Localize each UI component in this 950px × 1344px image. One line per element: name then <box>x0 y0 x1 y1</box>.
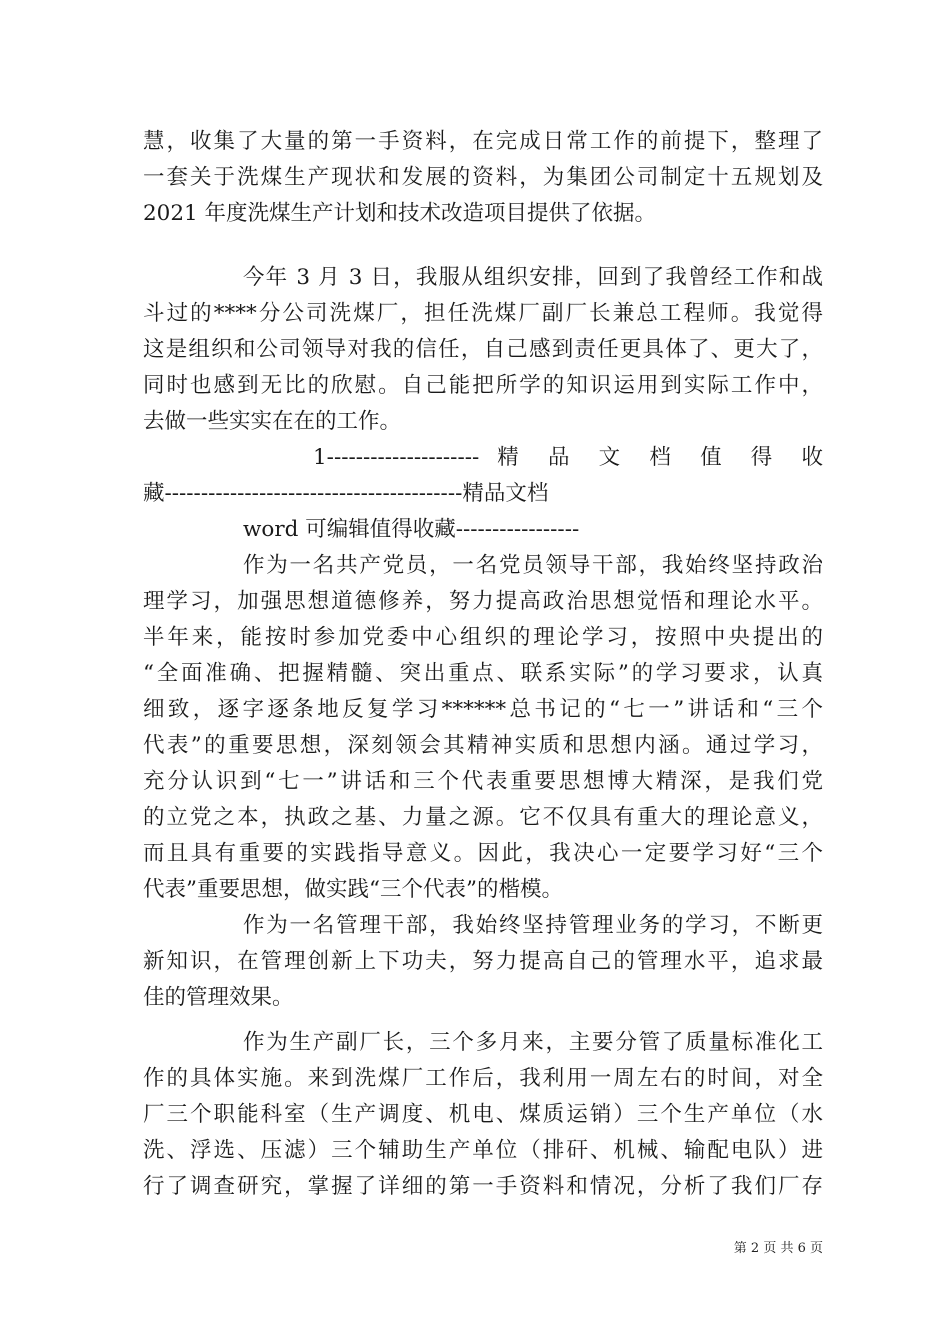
text-line: 行了调查研究，掌握了详细的第一手资料和情况，分析了我们厂存 <box>143 1174 823 1199</box>
text-line: 半年来，能按时参加党委中心组织的理论学习，按照中央提出的 <box>143 625 823 650</box>
text-line: 作的具体实施。来到洗煤厂工作后，我利用一周左右的时间，对全 <box>143 1066 823 1091</box>
text-line: 新知识，在管理创新上下功夫，努力提高自己的管理水平，追求最 <box>143 949 823 974</box>
text-line: “全面准确、把握精髓、突出重点、联系实际”的学习要求，认真 <box>143 661 823 686</box>
paragraph-first-line: 作为一名管理干部，我始终坚持管理业务的学习，不断更 <box>243 913 823 938</box>
watermark-line: word 可编辑值得收藏----------------- <box>243 517 580 542</box>
text-line: 而且具有重要的实践指导意义。因此，我决心一定要学习好“三个 <box>143 841 823 866</box>
paragraph-first-line: 作为生产副厂长，三个多月来，主要分管了质量标准化工 <box>243 1030 823 1055</box>
text-line: 去做一些实实在在的工作。 <box>143 409 402 434</box>
text-line: 2021 年度洗煤生产计划和技术改造项目提供了依据。 <box>143 201 657 226</box>
watermark-line: 1--------------------- 精 品 文 档 值 得 收 <box>313 445 823 470</box>
text-line: 佳的管理效果。 <box>143 985 294 1010</box>
text-line: 细致，逐字逐条地反复学习******总书记的“七一”讲话和“三个 <box>143 697 823 722</box>
text-line: 斗过的****分公司洗煤厂，担任洗煤厂副厂长兼总工程师。我觉得 <box>143 301 823 326</box>
text-line: 充分认识到“七一”讲话和三个代表重要思想博大精深，是我们党 <box>143 769 823 794</box>
text-line: 的立党之本，执政之基、力量之源。它不仅具有重大的理论意义， <box>143 805 823 830</box>
text-line: 同时也感到无比的欣慰。自己能把所学的知识运用到实际工作中， <box>143 373 823 398</box>
text-line: 代表”的重要思想，深刻领会其精神实质和思想内涵。通过学习， <box>143 733 823 758</box>
text-line: 一套关于洗煤生产现状和发展的资料，为集团公司制定十五规划及 <box>143 165 823 190</box>
text-line: 洗、浮选、压滤）三个辅助生产单位（排矸、机械、输配电队）进 <box>143 1138 823 1163</box>
paragraph-first-line: 作为一名共产党员，一名党员领导干部，我始终坚持政治 <box>243 553 823 578</box>
watermark-line: 藏-----------------------------------------精品文档 <box>143 481 549 506</box>
page-footer: 第 2 页 共 6 页 <box>733 1241 823 1256</box>
text-line: 理学习，加强思想道德修养，努力提高政治思想觉悟和理论水平。 <box>143 589 823 614</box>
text-line: 厂三个职能科室（生产调度、机电、煤质运销）三个生产单位（水 <box>143 1102 823 1127</box>
paragraph-first-line: 今年 3 月 3 日，我服从组织安排，回到了我曾经工作和战 <box>243 265 823 290</box>
text-line: 代表”重要思想，做实践“三个代表”的楷模。 <box>143 877 563 902</box>
text-line: 慧，收集了大量的第一手资料，在完成日常工作的前提下，整理了 <box>143 129 823 154</box>
text-line: 这是组织和公司领导对我的信任，自己感到责任更具体了、更大了， <box>143 337 823 362</box>
